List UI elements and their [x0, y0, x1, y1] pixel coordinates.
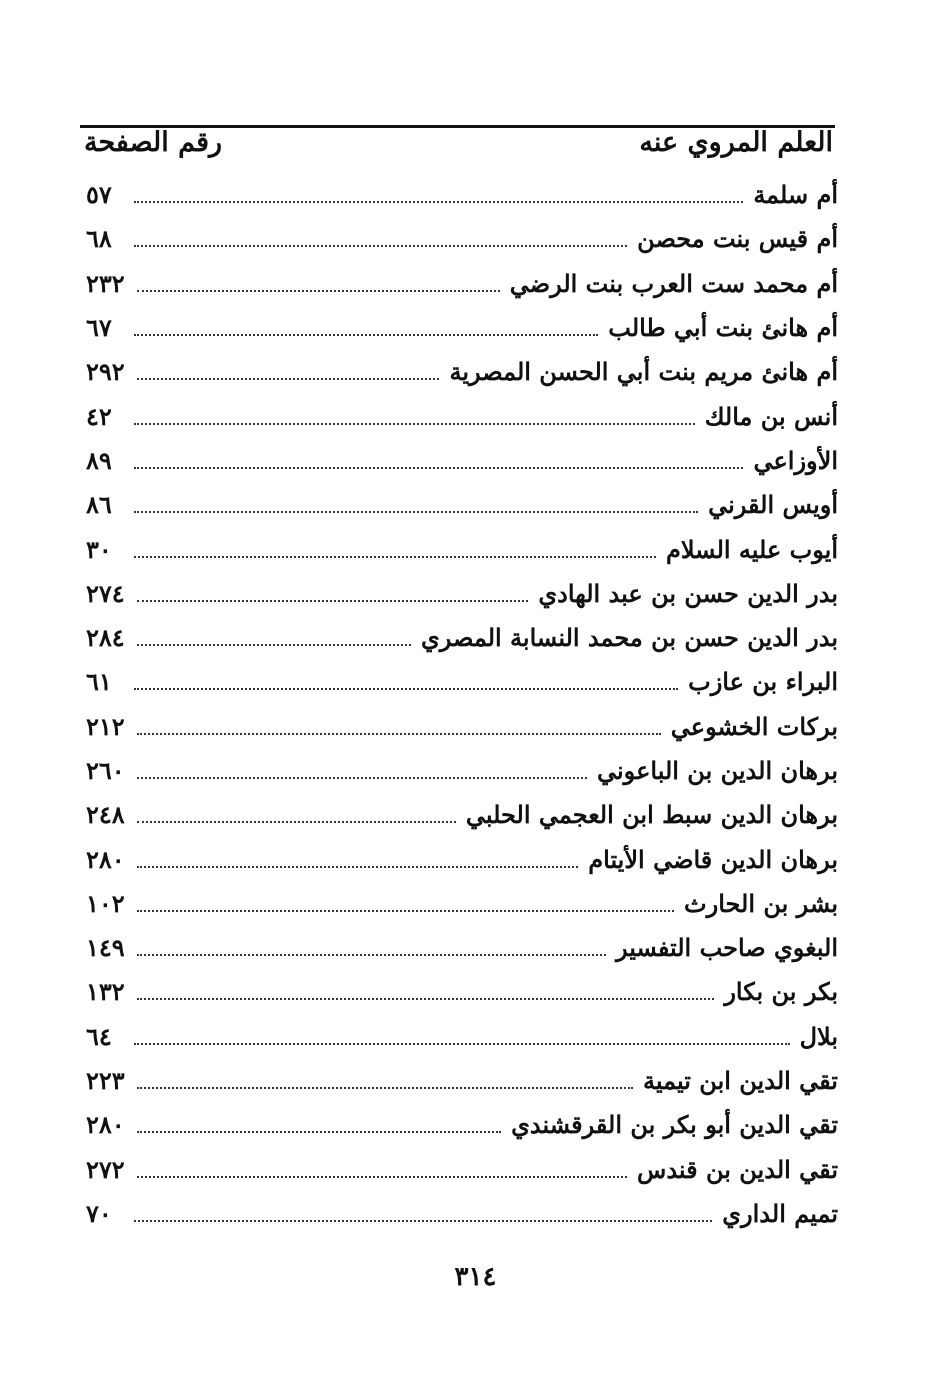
index-entry [86, 1015, 838, 1059]
index-entry [86, 749, 838, 793]
index-entry [86, 837, 838, 881]
leader-dots [137, 290, 500, 292]
index-entry [86, 394, 838, 438]
leader-dots [137, 1087, 633, 1089]
index-entry [86, 439, 838, 483]
leader-dots [137, 644, 411, 646]
index-entry [86, 483, 838, 527]
index-entry [86, 350, 838, 394]
leader-dots [134, 688, 678, 690]
entry-name: أم سلمة [753, 180, 838, 210]
index-entry [86, 1103, 838, 1147]
entry-page: ٧٠ [86, 1198, 112, 1228]
leader-dots [137, 600, 529, 602]
header-narrator-label: العلم المروي عنه [639, 127, 833, 158]
entry-page: ٢٨٤ [86, 623, 125, 653]
entry-name: برهان الدين بن الباعوني [597, 756, 838, 785]
header-page-label: رقم الصفحة [84, 127, 223, 158]
entry-name: البغوي صاحب التفسير [615, 933, 838, 963]
leader-dots [134, 556, 656, 558]
index-entry [86, 306, 838, 350]
leader-dots [134, 245, 627, 247]
entry-page: ٢٧٤ [86, 578, 125, 608]
index-entry [86, 1148, 838, 1192]
index-entry [86, 173, 838, 217]
leader-dots [137, 777, 587, 779]
entry-page: ٢١٢ [86, 711, 125, 741]
entry-name: تقي الدين أبو بكر بن القرقشندي [511, 1110, 838, 1140]
entry-name: برهان الدين سبط ابن العجمي الحلبي [465, 800, 838, 830]
leader-dots [134, 201, 743, 203]
entry-page: ٥٧ [86, 180, 112, 210]
entry-page: ٦٧ [86, 313, 112, 343]
entry-page: ٣٠ [86, 534, 112, 564]
entry-page: ٢٨٠ [86, 844, 125, 874]
page-number: ٣١٤ [454, 1262, 497, 1292]
leader-dots [134, 511, 698, 513]
entry-name: أنس بن مالك [704, 401, 838, 431]
index-entry [86, 262, 838, 306]
leader-dots [137, 821, 456, 823]
entry-page: ١٤٩ [86, 933, 125, 963]
entry-page: ٢٦٠ [86, 756, 125, 785]
index-entry [86, 616, 838, 660]
entry-page: ٢٨٠ [86, 1110, 125, 1140]
index-entry [86, 705, 838, 749]
entry-name: برهان الدين قاضي الأيتام [588, 844, 838, 874]
entry-page: ٢٣٢ [86, 268, 125, 298]
entry-name: بشر بن الحارث [684, 888, 838, 918]
leader-dots [134, 1043, 790, 1045]
index-entries [86, 173, 838, 1236]
entry-name: أويس القرني [708, 490, 838, 520]
entry-name: أم محمد ست العرب بنت الرضي [509, 268, 838, 298]
entry-page: ٦٨ [86, 224, 112, 254]
index-entry [86, 660, 838, 704]
entry-name: أيوب عليه السلام [666, 534, 838, 564]
entry-name: تميم الداري [722, 1198, 838, 1228]
entry-name: أم هانئ مريم بنت أبي الحسن المصرية [449, 357, 838, 387]
leader-dots [137, 998, 715, 1000]
entry-name: الأوزاعي [753, 445, 838, 475]
entry-page: ٤٢ [86, 401, 112, 431]
index-entry [86, 527, 838, 571]
entry-page: ١٣٢ [86, 977, 125, 1007]
leader-dots [134, 1220, 712, 1222]
entry-page: ٦١ [86, 667, 112, 697]
entry-name: أم هانئ بنت أبي طالب [608, 313, 838, 343]
leader-dots [137, 866, 579, 868]
leader-dots [137, 733, 661, 735]
index-entry [86, 926, 838, 970]
index-entry [86, 217, 838, 261]
entry-name: تقي الدين بن قندس [637, 1154, 838, 1184]
entry-name: بكر بن بكار [724, 977, 838, 1007]
index-entry [86, 793, 838, 837]
leader-dots [134, 423, 695, 425]
index-entry [86, 970, 838, 1014]
entry-name: تقي الدين ابن تيمية [643, 1066, 838, 1096]
entry-name: بركات الخشوعي [670, 711, 838, 741]
entry-page: ٢٢٣ [86, 1066, 125, 1096]
entry-page: ١٠٢ [86, 888, 125, 918]
leader-dots [137, 1176, 627, 1178]
entry-name: البراء بن عازب [688, 667, 838, 697]
entry-name: بلال [799, 1021, 838, 1051]
entry-page: ٢٤٨ [86, 800, 125, 830]
index-entry [86, 1192, 838, 1236]
header-rule [80, 125, 835, 128]
entry-page: ٨٦ [86, 490, 112, 520]
entry-page: ٢٩٢ [86, 357, 125, 387]
entry-name: بدر الدين حسن بن محمد النسابة المصري [421, 623, 838, 653]
leader-dots [134, 467, 743, 469]
index-header [80, 112, 835, 156]
entry-name: بدر الدين حسن بن عبد الهادي [538, 578, 838, 608]
entry-name: أم قيس بنت محصن [637, 224, 838, 254]
leader-dots [137, 910, 674, 912]
entry-page: ٨٩ [86, 445, 112, 475]
index-entry [86, 882, 838, 926]
entry-page: ٦٤ [86, 1021, 112, 1051]
entry-page: ٢٧٢ [86, 1154, 125, 1184]
leader-dots [134, 334, 598, 336]
leader-dots [137, 954, 606, 956]
index-entry [86, 572, 838, 616]
index-entry [86, 1059, 838, 1103]
leader-dots [137, 378, 440, 380]
leader-dots [137, 1131, 501, 1133]
